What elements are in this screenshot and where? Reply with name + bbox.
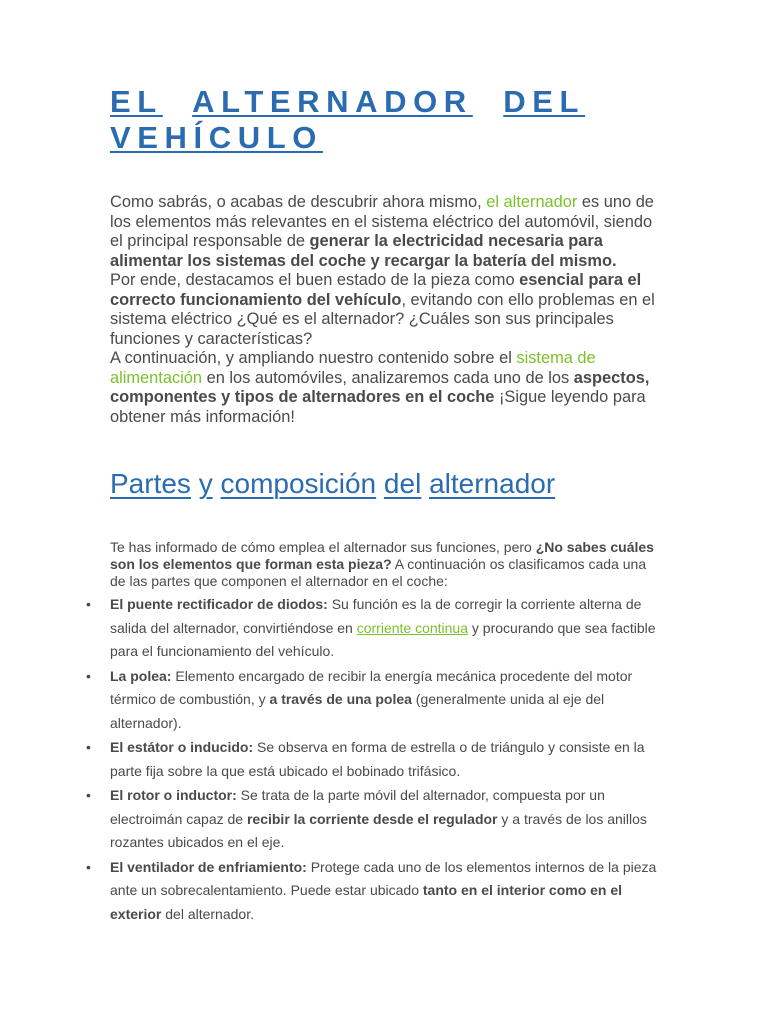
- text-run: y procurando que sea factible para el funcionamiento del vehículo.: [110, 619, 656, 659]
- title-word: VEHÍCULO: [110, 120, 323, 155]
- bullet-icon: •: [86, 787, 91, 803]
- corriente-continua-link[interactable]: corriente continua: [356, 619, 469, 636]
- text-run: Te has informado de cómo emplea el alternador sus funciones, pero: [110, 539, 536, 555]
- list-item: [86, 784, 660, 855]
- text-run: ¡Sigue leyendo para obtener más información!: [110, 388, 646, 426]
- bullet-icon: •: [86, 667, 91, 684]
- item-label: El estátor o inducido:: [110, 739, 254, 755]
- bullet-icon: •: [86, 739, 91, 755]
- alternador-link[interactable]: el alternador: [486, 193, 578, 211]
- bullet-icon: •: [86, 858, 91, 875]
- parts-list: [86, 593, 660, 927]
- text-run: Se trata de la parte móvil del alternador, compuesta por un electroimán capaz de: [110, 787, 605, 827]
- text-run: A continuación, y ampliando nuestro contenido sobre el: [110, 349, 517, 367]
- title-word: ALTERNADOR: [192, 84, 473, 119]
- heading-word: del: [383, 468, 422, 499]
- heading-word: y: [198, 468, 213, 499]
- text-run: Protege cada uno de los elementos internos de la pieza ante un sobrecalentamiento. Puede estar ubicado: [110, 858, 657, 898]
- text-run: (generalmente unida al eje del alternador).: [110, 691, 605, 731]
- text-run: , evitando con ello problemas en el sistema eléctrico ¿Qué es el alternador? ¿Cuáles son sus principales funciones y características?: [110, 290, 655, 348]
- list-item: [86, 736, 660, 783]
- bold-text: aspectos, componentes y tipos de alternadores en el coche: [110, 368, 650, 406]
- bold-text: a través de una polea: [269, 691, 412, 707]
- item-label: El ventilador de enfriamiento:: [110, 858, 307, 875]
- text-run: Elemento encargado de recibir la energía mecánica procedente del motor térmico de combustión, y: [110, 667, 633, 707]
- text-run: es uno de los elementos más relevantes en el sistema eléctrico del automóvil, siendo el principal responsable de: [110, 193, 654, 250]
- list-item: [86, 856, 660, 927]
- heading-word: composición: [220, 468, 377, 499]
- section-intro: [110, 539, 655, 590]
- bold-text: esencial para el correcto funcionamiento del vehículo: [110, 271, 642, 309]
- section-heading: [110, 466, 670, 502]
- item-label: El puente rectificador de diodos:: [110, 596, 328, 612]
- bold-text: generar la electricidad necesaria para alimentar los sistemas del coche y recargar la batería del mismo.: [110, 232, 617, 270]
- text-run: Se observa en forma de estrella o de triángulo y consiste en la parte fija sobre la que está ubicado el bobinado trifásico.: [110, 739, 645, 779]
- title-word: DEL: [503, 84, 586, 119]
- sistema-alimentacion-link[interactable]: sistema de alimentación: [110, 349, 596, 387]
- list-item: [86, 665, 660, 736]
- section-intro-paragraph: [110, 539, 655, 590]
- text-run: y a través de los anillos rozantes ubicados en el eje.: [110, 810, 647, 850]
- item-label: El rotor o inductor:: [110, 787, 237, 803]
- list-item: [86, 593, 660, 664]
- text-run: Su función es la de corregir la corriente alterna de salida del alternador, convirtiéndose en: [110, 596, 642, 636]
- intro-paragraph-3: [110, 349, 655, 427]
- bold-text: ¿No sabes cuáles son los elementos que forman esta pieza?: [110, 539, 654, 572]
- title-word: EL: [110, 84, 163, 119]
- intro-text: [110, 193, 655, 427]
- text-run: Como sabrás, o acabas de descubrir ahora mismo,: [110, 193, 487, 211]
- text-run: en los automóviles, analizaremos cada uno de los: [202, 368, 574, 387]
- bold-text: recibir la corriente desde el regulador: [246, 810, 498, 827]
- bullet-icon: •: [86, 596, 91, 612]
- bold-text: tanto en el interior como en el exterior: [110, 882, 623, 922]
- intro-paragraph-2: [110, 271, 655, 349]
- text-run: del alternador.: [161, 905, 254, 922]
- item-label: La polea:: [110, 667, 172, 684]
- heading-word: alternador: [429, 468, 556, 499]
- page-title: [110, 84, 670, 156]
- intro-paragraph-1: [110, 193, 655, 271]
- text-run: A continuación os clasificamos cada una de las partes que componen el alternador en el coche:: [110, 556, 647, 589]
- heading-word: Partes: [110, 468, 191, 499]
- text-run: Por ende, destacamos el buen estado de la pieza como: [110, 271, 520, 289]
